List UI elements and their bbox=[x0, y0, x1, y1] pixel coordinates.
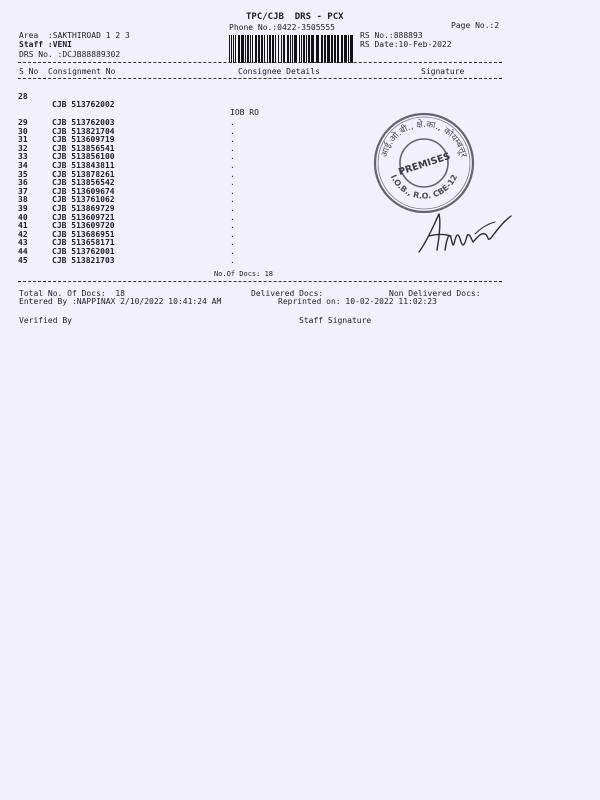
row-sno: 35 bbox=[18, 169, 28, 179]
staff-signature-label: Staff Signature bbox=[299, 316, 372, 325]
drs-number: DRS No. :DCJB88889302 bbox=[19, 50, 121, 59]
row-consignment: CJB 513856542 bbox=[52, 178, 115, 188]
row-consignee-placeholder: . bbox=[230, 135, 235, 145]
row-consignment: CJB 513762002 bbox=[52, 100, 115, 109]
stamp-center-text: PREMISES bbox=[397, 150, 452, 178]
row-consignee-placeholder: . bbox=[230, 238, 235, 248]
total-docs: Total No. Of Docs: 18 bbox=[19, 289, 125, 298]
row-consignment: CJB 513821703 bbox=[52, 255, 115, 265]
no-of-docs: No.Of Docs: 18 bbox=[214, 270, 274, 278]
row-consignment: CJB 513609719 bbox=[52, 135, 115, 145]
row-consignment: CJB 513856100 bbox=[52, 152, 115, 162]
page-number: Page No.:2 bbox=[451, 21, 500, 30]
row-consignee-placeholder: . bbox=[230, 255, 235, 265]
row-sno: 40 bbox=[18, 212, 28, 222]
col-sno: S No bbox=[19, 67, 39, 76]
staff-field: Staff :VENI bbox=[19, 40, 72, 49]
row-consignee-placeholder: . bbox=[230, 118, 235, 127]
row-consignment: CJB 513609721 bbox=[52, 212, 115, 222]
row-consignment: CJB 513609720 bbox=[52, 221, 115, 231]
row-consignee-placeholder: . bbox=[230, 169, 235, 179]
entered-by: Entered By :NAPPINAX 2/10/2022 10:41:24 AM bbox=[19, 297, 222, 306]
rs-date: RS Date:10-Feb-2022 bbox=[360, 40, 452, 49]
divider bbox=[18, 78, 502, 79]
phone-number: Phone No.:0422-3505555 bbox=[229, 23, 335, 32]
verified-by: Verified By bbox=[19, 316, 72, 325]
row-consignee-placeholder: . bbox=[230, 221, 235, 231]
non-delivered-docs: Non Delivered Docs: bbox=[389, 289, 481, 298]
row-sno: 30 bbox=[18, 126, 28, 136]
barcode bbox=[229, 35, 353, 63]
col-consignment: Consignment No bbox=[48, 67, 116, 76]
row-sno: 29 bbox=[18, 118, 28, 127]
row-consignee: IOB RO bbox=[230, 108, 259, 117]
row-consignment: CJB 513878261 bbox=[52, 169, 115, 179]
row-consignment: CJB 513761062 bbox=[52, 195, 115, 205]
stamp-top-text: आई.ओ.बी., क्षे.का., कोयम्बत्तूर bbox=[379, 119, 469, 159]
row-sno: 43 bbox=[18, 238, 28, 248]
row-consignee-placeholder: . bbox=[230, 204, 235, 213]
row-sno: 28 bbox=[18, 92, 28, 101]
row-consignee-placeholder: . bbox=[230, 143, 235, 153]
row-sno: 38 bbox=[18, 195, 28, 205]
row-sno: 31 bbox=[18, 135, 28, 145]
row-consignee-placeholder: . bbox=[230, 195, 235, 205]
row-sno: 45 bbox=[18, 255, 28, 265]
row-consignment: CJB 513686951 bbox=[52, 229, 115, 239]
row-sno: 42 bbox=[18, 229, 28, 239]
row-sno: 44 bbox=[18, 247, 28, 256]
row-sno: 34 bbox=[18, 161, 28, 170]
row-consignee-placeholder: . bbox=[230, 152, 235, 162]
row-consignment: CJB 513762003 bbox=[52, 118, 115, 127]
col-signature: Signature bbox=[421, 67, 465, 76]
row-consignee-placeholder: . bbox=[230, 161, 235, 170]
rs-number: RS No.:888893 bbox=[360, 31, 423, 40]
area-field: Area :SAKTHIROAD 1 2 3 bbox=[19, 31, 130, 40]
premises-stamp bbox=[372, 111, 476, 215]
row-consignment: CJB 513843811 bbox=[52, 161, 115, 170]
delivered-docs: Delivered Docs: bbox=[251, 289, 324, 298]
handwritten-signature bbox=[415, 208, 515, 258]
row-consignee-placeholder: . bbox=[230, 178, 235, 188]
report-title: TPC/CJB DRS - PCX bbox=[246, 12, 344, 22]
row-consignee-placeholder: . bbox=[230, 126, 235, 136]
row-consignment: CJB 513821704 bbox=[52, 126, 115, 136]
row-sno: 41 bbox=[18, 221, 28, 231]
row-consignee-placeholder: . bbox=[230, 186, 235, 196]
divider bbox=[18, 281, 502, 282]
row-sno: 36 bbox=[18, 178, 28, 188]
row-sno: 33 bbox=[18, 152, 28, 162]
row-sno: 32 bbox=[18, 143, 28, 153]
row-consignment: CJB 513658171 bbox=[52, 238, 115, 248]
row-consignee-placeholder: . bbox=[230, 212, 235, 222]
row-consignment: CJB 513609674 bbox=[52, 186, 115, 196]
stamp-bottom-text: I.O.B., R.O. CBE-12 bbox=[388, 173, 460, 201]
col-consignee: Consignee Details bbox=[238, 67, 320, 76]
row-consignment: CJB 513856541 bbox=[52, 143, 115, 153]
row-consignee-placeholder: . bbox=[230, 229, 235, 239]
row-consignee-placeholder: . bbox=[230, 247, 235, 256]
row-consignment: CJB 513869729 bbox=[52, 204, 115, 213]
divider bbox=[18, 62, 502, 63]
reprinted-on: Reprinted on: 10-02-2022 11:02:23 bbox=[278, 297, 437, 306]
row-sno: 37 bbox=[18, 186, 28, 196]
row-consignment: CJB 513762001 bbox=[52, 247, 115, 256]
row-sno: 39 bbox=[18, 204, 28, 213]
